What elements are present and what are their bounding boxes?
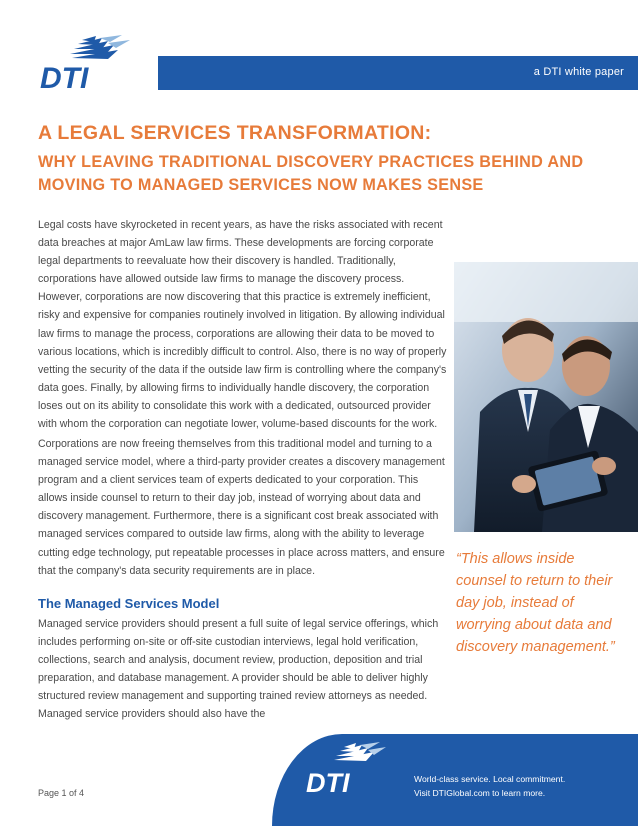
footer-slogan: World-class service. Local commitment. [414, 774, 566, 784]
white-paper-tagline: a DTI white paper [533, 66, 624, 78]
svg-text:DTI: DTI [306, 768, 350, 796]
footer-text [414, 773, 565, 800]
body-paragraph-3: Managed service providers should present a full suite of legal service offerings, which includes performing on-site or off-site custodian interviews, legal hold verification, collections, search and analysis, document review, production, deposition and trial preparation, and database management. A provider should be able to deliver highly structured review management and supporting trained review attorneys as needed. Managed service providers should also have the [38, 618, 439, 721]
page-number: Page 1 of 4 [38, 788, 85, 798]
pull-quote: “This allows inside counsel to return to their day job, instead of worrying about data and discovery management.” [456, 551, 615, 655]
dti-logo [38, 34, 134, 94]
business-photo [454, 262, 638, 532]
header-band [158, 56, 638, 90]
body-paragraph-2: Corporations are now freeing themselves from this traditional model and turning to a managed service model, where a third-party provider creates a discovery management program and a client services team of experts dedicated to your corporation. This allows inside counsel to return to their day job, instead of worrying about data and discovery management. Furthermore, there is a significant cost break associated with managed services compared to outside law firms, along with the ability to leverage cutting edge technology, put repeatable processes in place across matters, and ensure that the company's data security requirements are in place. [38, 438, 445, 577]
page-title: A LEGAL SERVICES TRANSFORMATION: [38, 122, 432, 144]
footer-dti-logo [306, 742, 388, 796]
svg-text:DTI: DTI [40, 62, 89, 94]
eagle-wing-icon [38, 34, 134, 94]
body-paragraph-1: Legal costs have skyrocketed in recent years, as have the risks associated with recent data breaches at major AmLaw law firms. These developments are forcing corporate legal departments to reevaluate how their discovery is handled. Traditionally, corporations have allowed outside law firms to manage the discovery process. However, corporations are now discovering that this practice is extremely inefficient, risky and expensive for companies routinely involved in litigation. By allowing individual law firms to manage the process, corporations are allowing their data to be moved to various locations, which is incredibly difficult to control. Also, there is no way of properly vetting the security of the data if the outside law firm is controlling where the company's data goes. Finally, by allowing firms to individually handle discovery, the corporation loses out on its ability to consolidate this work with a dedicated, outsourced provider with whom the corporation can negotiate lower, volume-based discounts for the work. [38, 219, 447, 431]
footer-eagle-wing-icon [306, 742, 388, 796]
footer-website-link[interactable]: Visit DTIGlobal.com to learn more. [414, 787, 546, 798]
page-subtitle: WHY LEAVING TRADITIONAL DISCOVERY PRACTICES BEHIND AND MOVING TO MANAGED SERVICES NOW MAKES SENSE [38, 153, 584, 194]
section-heading: The Managed Services Model [38, 596, 220, 611]
